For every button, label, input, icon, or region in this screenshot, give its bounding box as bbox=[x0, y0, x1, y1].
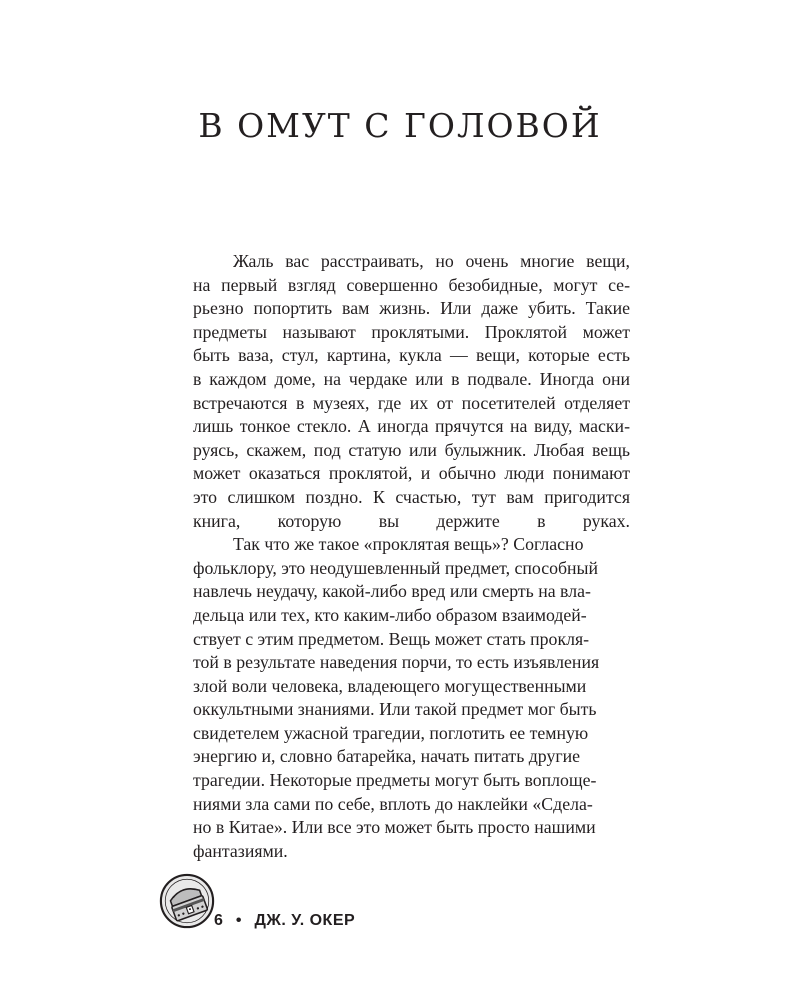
page-footer bbox=[158, 868, 355, 934]
footer-separator: • bbox=[235, 912, 242, 929]
ornate-chest-emblem-icon bbox=[158, 872, 216, 930]
chapter-title: В ОМУТ С ГОЛОВОЙ bbox=[198, 106, 602, 145]
body-text bbox=[193, 250, 630, 863]
paragraph-1: Жаль вас расстраивать, но очень многие вещи, на первый взгляд совершенно безобидные, могут се- рьезно попортить вам жизнь. Или даже убить. Такие предметы называют проклятыми. Проклятой может быть ваза, стул, картина, кукла — вещи, которые есть в каждом доме, на чердаке или в подвале. Иногда они встречаются в музеях, где их от посетителей отделяет лишь тонкое стекло. А иногда прячутся на виду, маски- руясь, скажем, под статую или булыжник. Любая вещь может оказаться проклятой, и обычно люди понимают это слишком поздно. К счастью, тут вам пригодится книга, которую вы держите в руках. bbox=[193, 251, 630, 531]
running-author: ДЖ. У. ОКЕР bbox=[254, 912, 356, 929]
paragraph-2: Так что же такое «проклятая вещь»? Согласно фольклору, это неодушевленный предмет, способный навлечь неудачу, какой-либо вред или смерть на вла- дельца или тех, кто каким-либо образом взаимодей- ствует с этим предметом. Вещь может стать прокля- той в результате наведения порчи, то есть изъявления злой воли человека, владеющего могущественными оккультными знаниями. Или такой предмет мог быть свидетелем ужасной трагедии, поглотить ее темную энергию и, словно батарейка, начать питать другие трагедии. Некоторые предметы могут быть воплоще- ниями зла сами по себе, вплоть до наклейки «Сдела- но в Китае». Или все это может быть просто нашими фантазиями. bbox=[193, 534, 600, 861]
page-number: 6 bbox=[214, 912, 223, 929]
